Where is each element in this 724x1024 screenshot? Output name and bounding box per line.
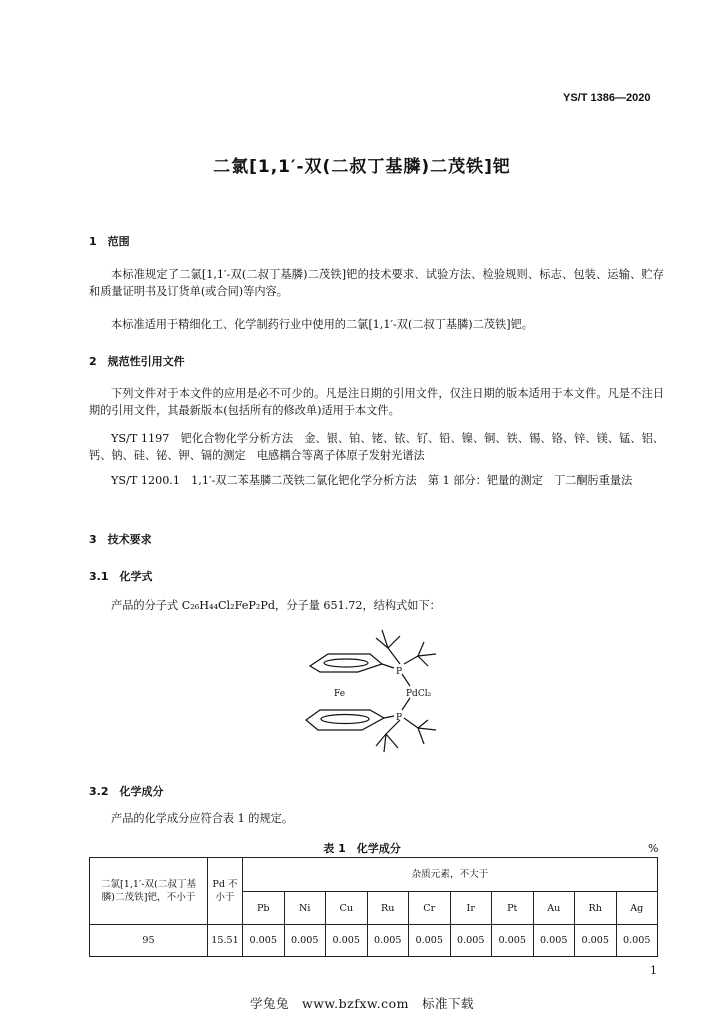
table-title: 表 1 化学成分	[323, 842, 401, 855]
section-1-para-2: 本标准适用于精细化工、化学制药行业中使用的二氯[1,1′-双(二叔丁基膦)二茂铁]钯。	[111, 318, 533, 331]
section-3-1-heading: 3.1 化学式	[89, 570, 153, 583]
p-bottom-label: P	[396, 713, 403, 723]
bottom-cp-ring	[306, 710, 384, 730]
pd-label: PdCl₂	[406, 689, 432, 699]
bottom-cp-inner	[321, 715, 369, 724]
formula-line	[111, 597, 441, 613]
composition-table	[89, 857, 658, 957]
header-element: Cu	[326, 892, 368, 925]
table-row	[90, 925, 658, 957]
cell-value: 0.005	[450, 925, 492, 957]
molecular-formula: C₂₆H₄₄Cl₂FeP₂Pd	[181, 599, 276, 612]
section-3-2-heading: 3.2 化学成分	[89, 785, 164, 798]
section-2-ref-1: YS/T 1197 钯化合物化学分析方法 金、银、铂、铑、铱、钌、铅、镍、铜、铁、锡、铬、锌、镁、锰、铝、钙、钠、硅、铋、钾、镉的测定 电感耦合等离子体原子发射光谱法	[89, 432, 664, 462]
header-element: Ag	[616, 892, 658, 925]
top-cp-inner	[324, 659, 368, 667]
header-element: Ni	[284, 892, 326, 925]
standard-code: YS/T 1386—2020	[563, 92, 651, 104]
cell-value: 0.005	[575, 925, 617, 957]
cell-value: 0.005	[492, 925, 534, 957]
cell-value: 0.005	[326, 925, 368, 957]
table-unit: %	[648, 842, 659, 855]
cell-value: 0.005	[409, 925, 451, 957]
cell-value: 0.005	[243, 925, 285, 957]
header-element: Au	[533, 892, 575, 925]
page-number: 1	[650, 964, 657, 977]
p-top-label: P	[396, 667, 403, 677]
section-3-heading: 3 技术要求	[89, 533, 152, 546]
fe-label: Fe	[334, 689, 346, 699]
cell-value: 0.005	[367, 925, 409, 957]
header-pd: Pd 不小于	[208, 858, 243, 925]
header-element: Ru	[367, 892, 409, 925]
section-2-heading: 2 规范性引用文件	[89, 355, 185, 368]
cell-pd: 15.51	[208, 925, 243, 957]
section-1-para-1: 本标准规定了二氯[1,1′-双(二叔丁基膦)二茂铁]钯的技术要求、试验方法、检验规则、标志、包装、运输、贮存和质量证明书及订货单(或合同)等内容。	[89, 268, 664, 298]
header-element: Rh	[575, 892, 617, 925]
header-element: Cr	[409, 892, 451, 925]
top-cp-ring	[310, 654, 382, 672]
cell-product: 95	[90, 925, 208, 957]
section-2-para-1: 下列文件对于本文件的应用是必不可少的。凡是注日期的引用文件，仅注日期的版本适用于本文件。凡是不注日期的引用文件，其最新版本(包括所有的修改单)适用于本文件。	[89, 387, 664, 417]
header-element: Pb	[243, 892, 285, 925]
footer-watermark: 学兔兔 www.bzfxw.com 标准下载	[250, 996, 474, 1011]
header-element: Pt	[492, 892, 534, 925]
header-element: Ir	[450, 892, 492, 925]
formula-intro: 产品的分子式	[111, 599, 182, 612]
cell-value: 0.005	[284, 925, 326, 957]
document-title: 二氯[1,1′-双(二叔丁基膦)二茂铁]钯	[213, 157, 511, 177]
cell-value: 0.005	[533, 925, 575, 957]
header-impurities: 杂质元素，不大于	[243, 858, 658, 892]
cell-value: 0.005	[616, 925, 658, 957]
section-1-heading: 1 范围	[89, 235, 130, 248]
section-2-ref-2: YS/T 1200.1 1,1′-双二苯基膦二茂铁二氯化钯化学分析方法 第 1 部分：钯量的测定 丁二酮肟重量法	[111, 474, 633, 487]
structural-formula	[300, 624, 460, 756]
formula-tail: ，分子量 651.72，结构式如下：	[275, 599, 441, 612]
section-3-2-text: 产品的化学成分应符合表 1 的规定。	[111, 812, 294, 825]
header-product: 二氯[1,1′-双(二叔丁基膦)二茂铁]钯，不小于	[90, 858, 208, 925]
